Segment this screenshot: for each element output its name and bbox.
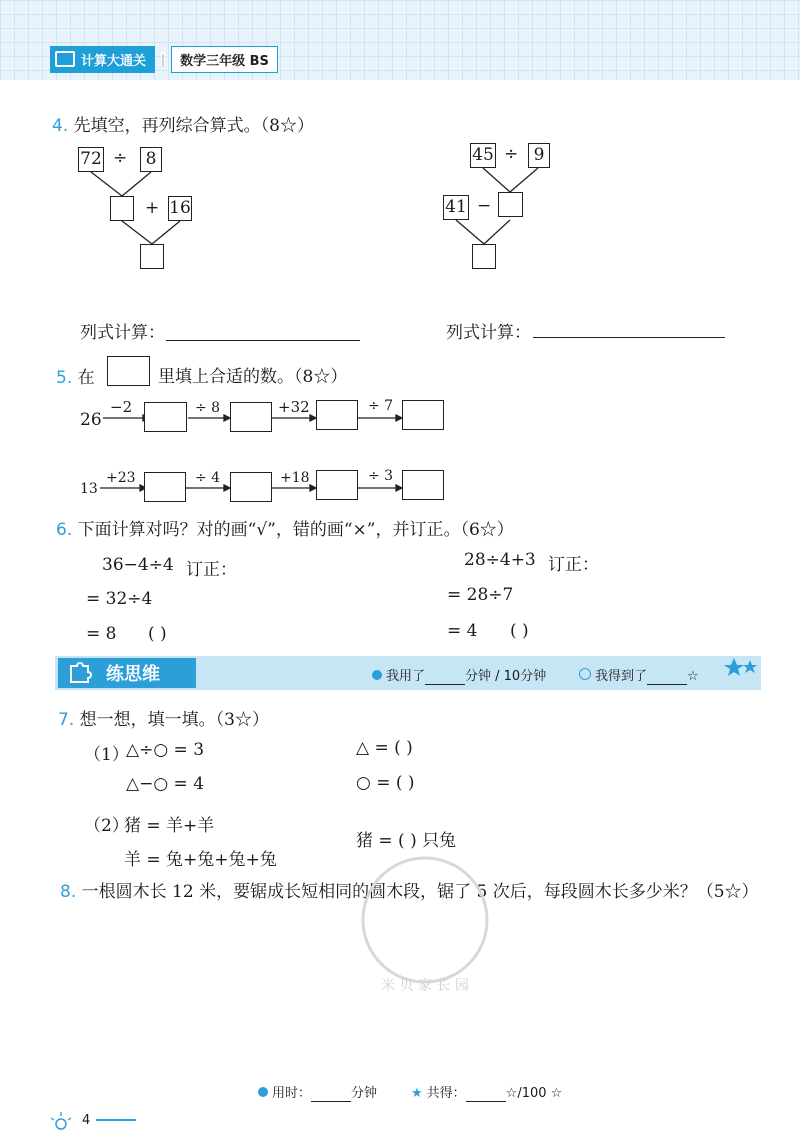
equation: 猪 = 羊+羊 <box>124 816 215 836</box>
question-7-title <box>58 705 269 730</box>
expression: 36−4÷4 <box>102 555 174 575</box>
time-blank[interactable] <box>425 669 465 685</box>
answer-box[interactable] <box>230 472 272 502</box>
chain-op: +23 <box>106 470 136 486</box>
number-box: 41 <box>443 195 469 220</box>
section-title-box <box>58 658 196 688</box>
question-number: 7. <box>58 710 75 730</box>
check-icon <box>579 668 591 680</box>
equation: △−○ = 4 <box>126 774 205 794</box>
question-number: 5. <box>56 368 73 388</box>
clock-icon <box>372 670 382 680</box>
answer-box[interactable] <box>316 470 358 500</box>
number-box: 72 <box>78 147 104 172</box>
answer-box[interactable] <box>230 402 272 432</box>
chain-op: ÷ 4 <box>195 470 221 486</box>
chain-op: +18 <box>280 470 310 486</box>
stamp-text: 米 贝 家 长 园 <box>381 978 469 994</box>
answer-box[interactable] <box>472 244 496 269</box>
header-subtitle: 数学三年级 BS <box>171 46 278 73</box>
star-unit: ☆ <box>687 669 699 684</box>
footer-score-blank[interactable] <box>466 1086 506 1102</box>
score-blank[interactable] <box>647 669 687 685</box>
footer-score-label: 共得： <box>426 1086 466 1101</box>
sun-icon <box>48 1110 74 1130</box>
formula-label-left: 列式计算： <box>80 323 165 343</box>
score-got <box>579 665 699 685</box>
section-title: 练思维 <box>106 664 160 685</box>
operator: − <box>477 196 492 216</box>
answer-box[interactable] <box>144 472 186 502</box>
question-text-pre: 在 <box>77 368 95 388</box>
chain-start: 26 <box>80 410 102 430</box>
question-text: 一根圆木长 12 米，要锯成长短相同的圆木段，锯了 5 次后，每段圆木长多少米？（5☆） <box>81 882 759 902</box>
correction-label: 订正： <box>548 555 599 575</box>
expression: 28÷4+3 <box>464 550 536 570</box>
operator: ÷ <box>113 148 128 168</box>
number-box: 9 <box>528 143 550 168</box>
example-box <box>107 356 150 386</box>
watermark-stamp <box>345 840 505 1000</box>
part-label: （1） <box>84 745 129 765</box>
judgement-paren[interactable]: ( ) <box>148 624 167 644</box>
question-text: 想一想，填一填。（3☆） <box>79 710 269 730</box>
chain-op: ÷ 8 <box>195 400 221 416</box>
footer-time-blank[interactable] <box>311 1086 351 1102</box>
chain-op: −2 <box>110 398 133 416</box>
question-number: 6. <box>56 520 73 540</box>
step: = 32÷4 <box>86 589 153 609</box>
answer-box[interactable] <box>402 400 444 430</box>
footer-time-label: 用时： <box>272 1086 312 1101</box>
footer-time-unit: 分钟 <box>351 1086 378 1101</box>
answer-paren[interactable]: △ = ( ) <box>356 738 413 758</box>
question-text-post: 里填上合适的数。（8☆） <box>158 367 348 387</box>
operator: ÷ <box>504 144 519 164</box>
question-number: 4. <box>52 116 69 136</box>
header-separator: | <box>161 52 166 66</box>
question-text: 下面计算对吗？对的画“√”，错的画“×”，并订正。（6☆） <box>77 520 514 540</box>
answer-box[interactable] <box>144 402 187 432</box>
correction-label: 订正： <box>186 560 237 580</box>
chain-op: ÷ 3 <box>368 468 394 484</box>
page-number: 4 <box>82 1112 91 1128</box>
score-got-label: 我得到了 <box>595 669 648 684</box>
answer-line[interactable] <box>166 340 360 341</box>
question-text: 先填空，再列综合算式。（8☆） <box>73 116 314 136</box>
chain-op: +32 <box>278 398 310 416</box>
question-5-title <box>56 363 95 388</box>
footer-score <box>411 1082 562 1102</box>
time-used-label: 我用了 <box>386 669 426 684</box>
formula-label-right: 列式计算： <box>446 323 531 343</box>
number-box: 45 <box>470 143 496 168</box>
footer-rule <box>96 1119 136 1121</box>
operator: + <box>145 198 160 218</box>
footer-time <box>258 1082 377 1102</box>
answer-paren[interactable]: 猪 = ( ) 只兔 <box>356 831 457 851</box>
answer-paren[interactable]: ○ = ( ) <box>356 773 415 793</box>
footer-score-unit: ☆/100 ☆ <box>505 1086 563 1101</box>
star-icon: ★ <box>411 1086 423 1101</box>
step: = 4 <box>447 621 478 641</box>
answer-line[interactable] <box>533 337 725 338</box>
answer-box[interactable] <box>140 244 164 269</box>
header-title: 计算大通关 <box>81 53 147 69</box>
page-footer-left <box>48 1110 136 1130</box>
question-4-title <box>52 111 314 136</box>
time-used <box>372 665 546 685</box>
answer-box[interactable] <box>402 470 444 500</box>
question-number: 8. <box>60 882 77 902</box>
equation: △÷○ = 3 <box>126 740 205 760</box>
chain-op: ÷ 7 <box>368 398 394 414</box>
question-6-title <box>56 515 514 540</box>
answer-box[interactable] <box>316 400 358 430</box>
answer-box[interactable] <box>498 192 523 217</box>
answer-box[interactable] <box>110 196 134 221</box>
equation: 羊 = 兔+兔+兔+兔 <box>124 850 277 870</box>
step: = 8 <box>86 624 117 644</box>
puzzle-icon <box>66 662 92 684</box>
judgement-paren[interactable]: ( ) <box>510 621 529 641</box>
number-box: 16 <box>168 196 192 221</box>
part-label: （2） <box>84 816 129 836</box>
number-box: 8 <box>140 147 162 172</box>
step: = 28÷7 <box>447 585 514 605</box>
stars-icon <box>722 656 762 682</box>
clock-icon <box>258 1087 268 1097</box>
chain-start: 13 <box>80 481 98 497</box>
time-used-unit: 分钟 / 10分钟 <box>465 669 547 684</box>
